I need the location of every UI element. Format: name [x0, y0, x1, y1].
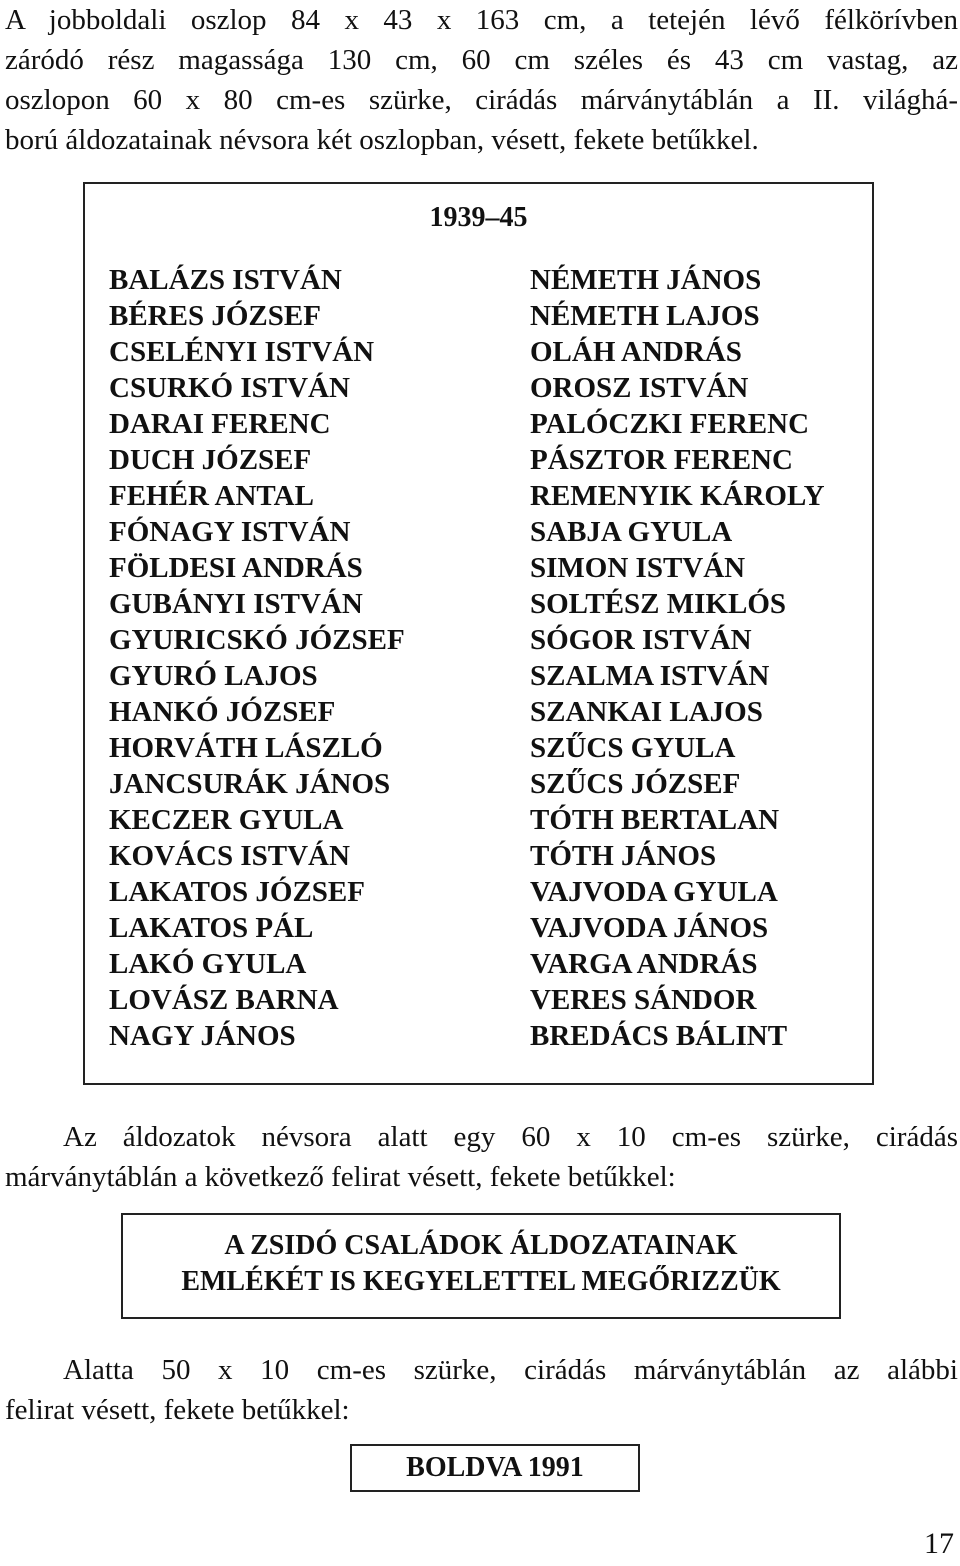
memorial-name: TÓTH BERTALAN	[530, 804, 780, 836]
names-left-column	[109, 262, 405, 1054]
memorial-name: VARGA ANDRÁS	[530, 948, 758, 980]
text-line: Alatta 50 x 10 cm-es szürke, cirádás márványtáblán az alábbi	[63, 1354, 958, 1386]
memorial-name: FÖLDESI ANDRÁS	[109, 552, 363, 584]
intro-paragraph	[5, 0, 958, 160]
text-line: A jobboldali oszlop 84 x 43 x 163 cm, a tetején lévő félkörívben	[5, 4, 958, 36]
text-line: záródó rész magassága 130 cm, 60 cm széles és 43 cm vastag, az	[5, 44, 958, 76]
memorial-name: VAJVODA GYULA	[530, 876, 778, 908]
boldva-inscription-box	[350, 1444, 640, 1492]
text-line: felirat vésett, fekete betűkkel:	[5, 1394, 350, 1426]
memorial-name: PÁSZTOR FERENC	[530, 444, 793, 476]
memorial-name: SABJA GYULA	[530, 516, 733, 548]
memorial-name: TÓTH JÁNOS	[530, 840, 717, 872]
memorial-name: BÉRES JÓZSEF	[109, 300, 321, 332]
memorial-name: SZALMA ISTVÁN	[530, 660, 770, 692]
inscription-box	[121, 1213, 841, 1319]
memorial-name: SZŰCS JÓZSEF	[530, 768, 741, 800]
text-line: ború áldozatainak névsora két oszlopban, vésett, fekete betűkkel.	[5, 124, 759, 156]
memorial-name: OROSZ ISTVÁN	[530, 372, 749, 404]
memorial-name: LAKATOS JÓZSEF	[109, 876, 365, 908]
memorial-name: LAKATOS PÁL	[109, 912, 314, 944]
memorial-name: LAKÓ GYULA	[109, 948, 307, 980]
memorial-year: 1939–45	[429, 202, 528, 233]
memorial-name: GYURÓ LAJOS	[109, 660, 318, 692]
memorial-name: SIMON ISTVÁN	[530, 552, 746, 584]
memorial-name: SZANKAI LAJOS	[530, 696, 763, 728]
second-inscription-intro-paragraph	[5, 1350, 958, 1430]
memorial-name: HANKÓ JÓZSEF	[109, 696, 336, 728]
memorial-name: DARAI FERENC	[109, 408, 331, 440]
memorial-name: SÓGOR ISTVÁN	[530, 624, 752, 656]
memorial-name: FÓNAGY ISTVÁN	[109, 516, 351, 548]
memorial-name: VAJVODA JÁNOS	[530, 912, 769, 944]
memorial-name: CSURKÓ ISTVÁN	[109, 372, 350, 404]
memorial-name: DUCH JÓZSEF	[109, 444, 312, 476]
memorial-name: LOVÁSZ BARNA	[109, 984, 339, 1016]
memorial-name: PALÓCZKI FERENC	[530, 408, 810, 440]
text-line: oszlopon 60 x 80 cm-es szürke, cirádás márványtáblán a II. világhá-	[5, 84, 958, 116]
memorial-name: SZŰCS GYULA	[530, 732, 736, 764]
memorial-name: OLÁH ANDRÁS	[530, 336, 742, 368]
memorial-name: CSELÉNYI ISTVÁN	[109, 336, 375, 368]
memorial-name: VERES SÁNDOR	[530, 984, 757, 1016]
inscription-line: A ZSIDÓ CSALÁDOK ÁLDOZATAINAK	[224, 1230, 738, 1261]
memorial-name: KOVÁCS ISTVÁN	[109, 840, 350, 872]
memorial-name: BREDÁCS BÁLINT	[530, 1020, 788, 1052]
memorial-name: BALÁZS ISTVÁN	[109, 264, 342, 296]
page-number: 17	[924, 1527, 954, 1560]
memorial-name: KECZER GYULA	[109, 804, 344, 836]
text-line: márványtáblán a következő felirat vésett, fekete betűkkel:	[5, 1161, 676, 1193]
memorial-name: NAGY JÁNOS	[109, 1020, 296, 1052]
memorial-name: GYURICSKÓ JÓZSEF	[109, 624, 405, 656]
text-line: Az áldozatok névsora alatt egy 60 x 10 cm-es szürke, cirádás	[63, 1121, 958, 1153]
memorial-name: GUBÁNYI ISTVÁN	[109, 588, 363, 620]
inscription-intro-paragraph	[5, 1117, 958, 1197]
memorial-name: FEHÉR ANTAL	[109, 480, 314, 512]
memorial-tablet	[83, 182, 874, 1085]
inscription-text: BOLDVA 1991	[406, 1452, 584, 1483]
memorial-name: NÉMETH LAJOS	[530, 300, 760, 332]
names-right-column	[530, 262, 825, 1054]
memorial-name: NÉMETH JÁNOS	[530, 264, 762, 296]
memorial-name: REMENYIK KÁROLY	[530, 480, 825, 512]
memorial-name: SOLTÉSZ MIKLÓS	[530, 588, 787, 620]
memorial-name: JANCSURÁK JÁNOS	[109, 768, 391, 800]
memorial-name: HORVÁTH LÁSZLÓ	[109, 732, 383, 764]
inscription-line: EMLÉKÉT IS KEGYELETTEL MEGŐRIZZÜK	[181, 1266, 781, 1297]
